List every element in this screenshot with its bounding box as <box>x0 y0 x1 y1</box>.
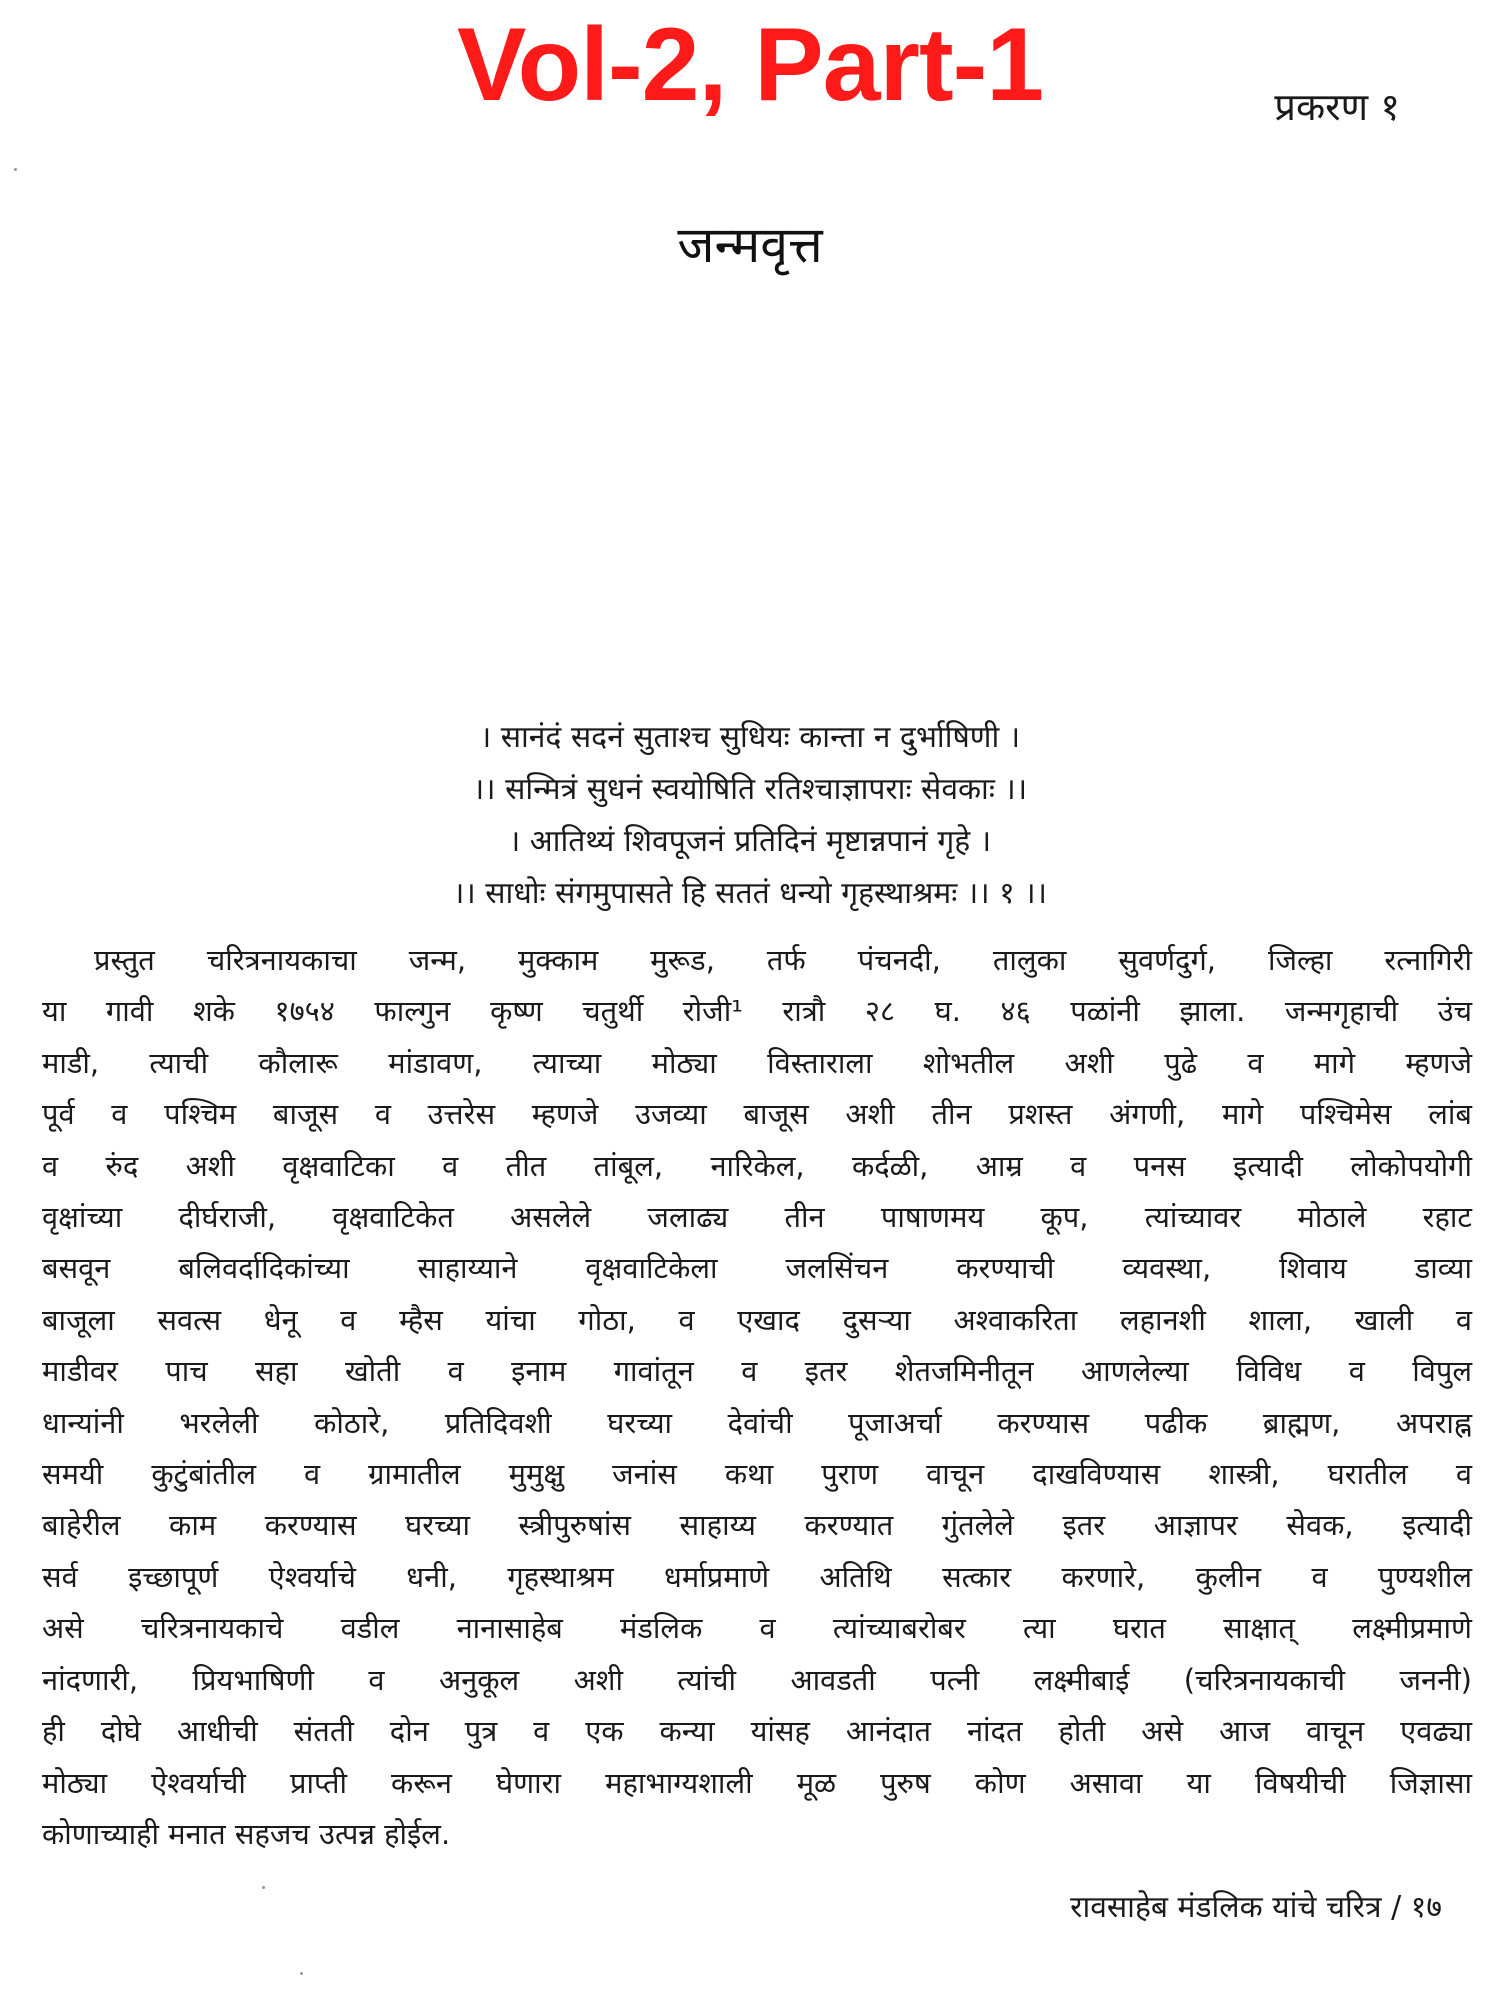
scan-speck <box>14 168 17 171</box>
paragraph-line: व रुंद अशी वृक्षवाटिका व तीत तांबूल, नारिकेल, कर्दळी, आम्र व पनस इत्यादी लोकोपयोगी <box>42 1148 1472 1183</box>
page-footer: रावसाहेब मंडलिक यांचे चरित्र / १७ <box>1070 1890 1442 1925</box>
paragraph-line: प्रस्तुत चरित्रनायकाचा जन्म, मुक्काम मुरूड, तर्फ पंचनदी, तालुका सुवर्णदुर्ग, जिल्हा रत्नागिरी <box>94 943 1472 977</box>
paragraph-line: नांदणारी, प्रियभाषिणी व अनुकूल अशी त्यांची आवडती पत्नी लक्ष्मीबाई (चरित्रनायकाची जननी) <box>42 1662 1472 1697</box>
paragraph-line: कोणाच्याही मनात सहजच उत्पन्न होईल. <box>42 1816 451 1851</box>
paragraph-line: मोठ्या ऐश्वर्याची प्राप्ती करून घेणारा महाभाग्यशाली मूळ पुरुष कोण असावा या विषयीची जिज्ञासा <box>42 1765 1472 1800</box>
paragraph-line: ही दोघे आधीची संतती दोन पुत्र व एक कन्या यांसह आनंदात नांदत होती असे आज वाचून एवढ्या <box>42 1714 1472 1749</box>
scan-speck <box>262 1886 265 1889</box>
paragraph-line: सर्व इच्छापूर्ण ऐश्वर्याचे धनी, गृहस्थाश्रम धर्माप्रमाणे अतिथि सत्कार करणारे, कुलीन व पुण्यशील <box>42 1559 1472 1594</box>
paragraph-line: बसवून बलिवर्दादिकांच्या साहाय्याने वृक्षवाटिकेला जलसिंचन करण्याची व्यवस्था, शिवाय डाव्या <box>42 1251 1472 1286</box>
body-paragraph <box>42 935 1472 1860</box>
verse-line: ।। सन्मित्रं सुधनं स्वयोषिति रतिश्चाज्ञापराः सेवकाः ।। <box>472 772 1028 807</box>
paragraph-line: बाजूला सवत्स धेनू व म्हैस यांचा गोठा, व एखाद दुसऱ्या अश्वाकरिता लहानशी शाला, खाली व <box>42 1302 1472 1337</box>
paragraph-line: माडी, त्याची कौलारू मांडावण, त्याच्या मोठ्या विस्ताराला शोभतील अशी पुढे व मागे म्हणजे <box>42 1045 1472 1080</box>
paragraph-line: माडीवर पाच सहा खोती व इनाम गावांतून व इतर शेतजमिनीतून आणलेल्या विविध व विपुल <box>42 1354 1472 1389</box>
scan-speck <box>300 1972 303 1975</box>
verse-line: । आतिथ्यं शिवपूजनं प्रतिदिनं मृष्टान्नपानं गृहे । <box>508 824 992 859</box>
paragraph-line: असे चरित्रनायकाचे वडील नानासाहेब मंडलिक व त्यांच्याबरोबर त्या घरात साक्षात् लक्ष्मीप्रमाणे <box>42 1611 1472 1646</box>
volume-banner: Vol-2, Part-1 <box>456 7 1044 123</box>
paragraph-line: धान्यांनी भरलेली कोठारे, प्रतिदिवशी घरच्या देवांची पूजाअर्चा करण्यास पढीक ब्राह्मण, अपराह्न <box>42 1405 1472 1440</box>
sanskrit-verse <box>0 712 1500 920</box>
paragraph-line: वृक्षांच्या दीर्घराजी, वृक्षवाटिकेत असलेले जलाढ्य तीन पाषाणमय कूप, त्यांच्यावर मोठाले रहाट <box>42 1200 1472 1235</box>
paragraph-line: या गावी शके १७५४ फाल्गुन कृष्ण चतुर्थी रोजी¹ रात्रौ २८ घ. ४६ पळांनी झाला. जन्मगृहाची उंच <box>42 994 1472 1029</box>
chapter-title: जन्मवृत्त <box>677 216 823 274</box>
paragraph-line: बाहेरील काम करण्यास घरच्या स्त्रीपुरुषांस साहाय्य करण्यात गुंतलेले इतर आज्ञापर सेवक, इत्यादी <box>42 1508 1472 1543</box>
paragraph-line: समयी कुटुंबांतील व ग्रामातील मुमुक्षु जनांस कथा पुराण वाचून दाखविण्यास शास्त्री, घरातील व <box>42 1457 1472 1492</box>
verse-line: । सानंदं सदनं सुताश्च सुधियः कान्ता न दुर्भाषिणी । <box>479 720 1021 755</box>
paragraph-line: पूर्व व पश्चिम बाजूस व उत्तरेस म्हणजे उजव्या बाजूस अशी तीन प्रशस्त अंगणी, मागे पश्चिमेस लांब <box>42 1097 1472 1132</box>
chapter-number: प्रकरण १ <box>1274 85 1400 129</box>
verse-line: ।। साधोः संगमुपासते हि सततं धन्यो गृहस्थाश्रमः ।। १ ।। <box>453 876 1047 911</box>
